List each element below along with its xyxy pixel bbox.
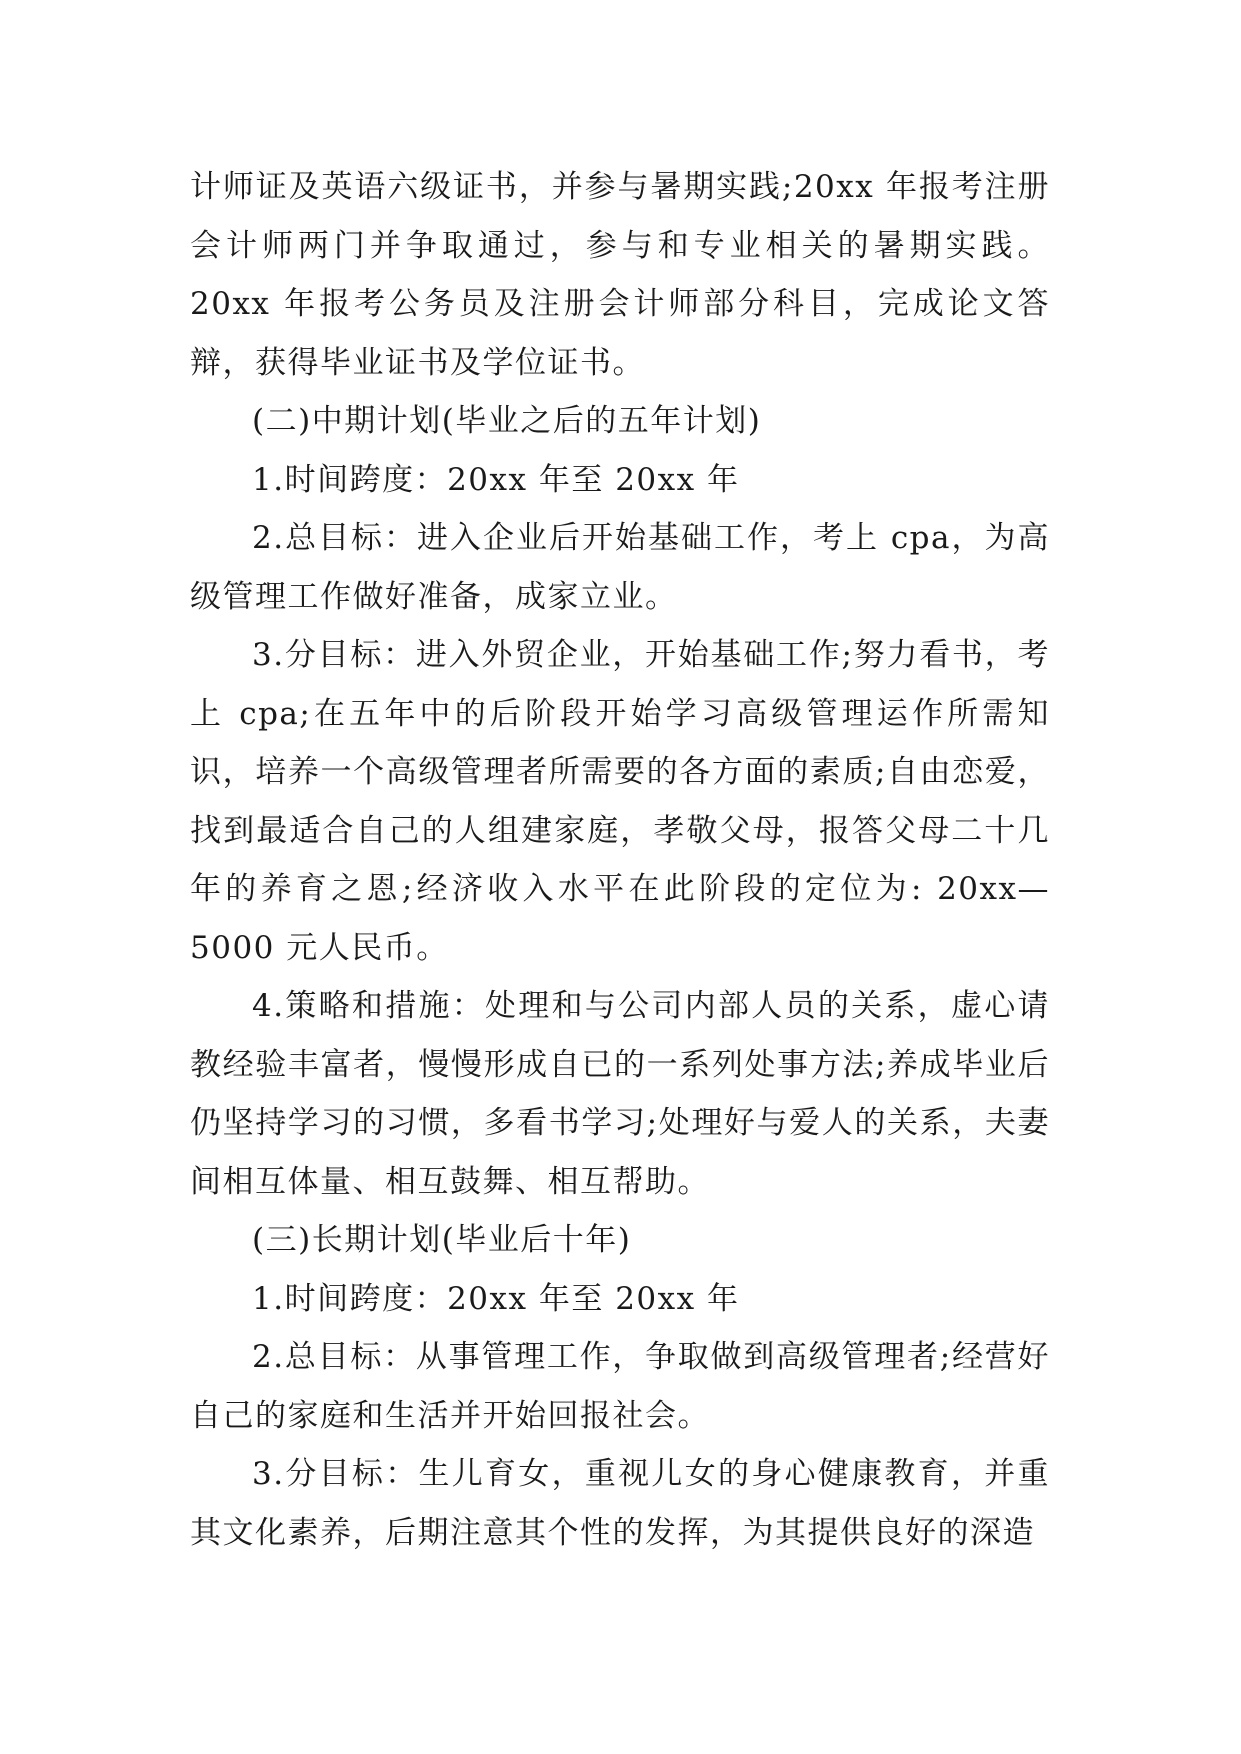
mid-term-time-span: 1.时间跨度：20xx 年至 20xx 年 [252, 461, 740, 498]
section-heading-long-term-plan: (三)长期计划(毕业后十年) [252, 1222, 632, 1258]
long-term-sub-goals: 3.分目标：生儿育女，重视儿女的身心健康教育，并重其文化素养，后期注意其个性的发挥，为其提供良好的深造 [190, 1456, 1050, 1551]
long-term-time-span: 1.时间跨度：20xx 年至 20xx 年 [252, 1280, 740, 1317]
mid-term-sub-goals: 3.分目标：进入外贸企业，开始基础工作;努力看书，考上 cpa;在五年中的后阶段开始学习高级管理运作所需知识，培养一个高级管理者所需要的各方面的素质;自由恋爱，找到最适合自己的人组建家庭，孝敬父母，报答父母二十几年的养育之恩;经济收入水平在此阶段的定位为: 20xx—5000 元人民币。 [190, 637, 1050, 966]
section-heading-mid-term-plan: (二)中期计划(毕业之后的五年计划) [252, 403, 762, 439]
mid-term-overall-goal: 2.总目标：进入企业后开始基础工作，考上 cpa，为高级管理工作做好准备，成家立业。 [190, 520, 1050, 615]
mid-term-strategies: 4.策略和措施：处理和与公司内部人员的关系，虚心请教经验丰富者，慢慢形成自已的一系列处事方法;养成毕业后仍坚持学习的习惯，多看书学习;处理好与爱人的关系，夫妻间相互体量、相互鼓舞、相互帮助。 [190, 988, 1050, 1200]
document-body [190, 158, 1050, 1562]
long-term-overall-goal: 2.总目标：从事管理工作，争取做到高级管理者;经营好自己的家庭和生活并开始回报社会。 [190, 1339, 1050, 1434]
paragraph-continuation: 计师证及英语六级证书，并参与暑期实践;20xx 年报考注册会计师两门并争取通过，参与和专业相关的暑期实践。20xx 年报考公务员及注册会计师部分科目，完成论文答辩，获得毕业证书及学位证书。 [190, 169, 1050, 381]
